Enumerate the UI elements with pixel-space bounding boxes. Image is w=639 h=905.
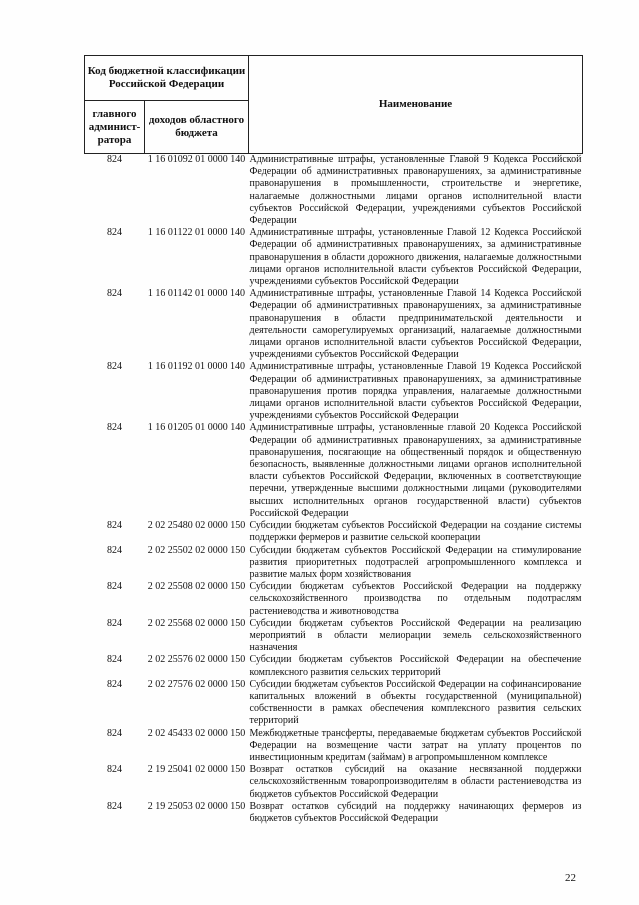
- admin-code-cell: 824: [107, 678, 122, 690]
- table-row: [85, 227, 583, 288]
- income-code-cell: 1 16 01122 01 0000 140: [147, 227, 246, 239]
- page-number: 22: [565, 872, 576, 884]
- name-cell: Субсидии бюджетам субъектов Российской Федерации на реализацию мероприятий в области мелиорации земель сельскохозяйственного назначения: [249, 617, 582, 654]
- table-row: [85, 545, 583, 582]
- table-row: [85, 654, 583, 678]
- name-cell: Административные штрафы, установленные Главой 9 Кодекса Российской Федерации об административных правонарушениях, за административные правонарушения в промышленности, строительстве и энергетике, налагаемые должностными лицами органов исполнительной власти субъектов Российской Федерации, учреждениями субъектов Российской Федерации: [249, 154, 582, 227]
- admin-code-cell: 824: [107, 361, 122, 373]
- table-row: [85, 361, 583, 422]
- admin-code-cell: 824: [107, 288, 122, 300]
- header-admin: главного админист-ратора: [85, 101, 145, 154]
- income-code-cell: 1 16 01192 01 0000 140: [147, 361, 246, 373]
- header-code-group: Код бюджетной классификации Российской Федерации: [85, 56, 249, 101]
- table-row: [85, 618, 583, 655]
- income-code-cell: 1 16 01205 01 0000 140: [147, 422, 246, 434]
- table-row: [85, 422, 583, 520]
- name-cell: Административные штрафы, установленные Главой 14 Кодекса Российской Федерации об административных правонарушениях, за административные правонарушения в области предпринимательской деятельности и деятельности саморегулируемых организаций, налагаемые должностными лицами органов исполнительной власти субъектов Российской Федерации, учреждениями субъектов Российской Федерации: [249, 288, 582, 361]
- name-cell: Субсидии бюджетам субъектов Российской Федерации на обеспечение комплексного развития сельских территорий: [249, 654, 582, 678]
- name-cell: Административные штрафы, установленные Главой 12 Кодекса Российской Федерации об административных правонарушениях, за административные правонарушения в области дорожного движения, налагаемые должностными лицами органов исполнительной власти субъектов Российской Федерации, учреждениями субъектов Российской Федерации: [249, 227, 582, 288]
- admin-code-cell: 824: [107, 544, 122, 556]
- admin-code-cell: 824: [107, 617, 122, 629]
- income-code-cell: 1 16 01092 01 0000 140: [147, 154, 246, 165]
- income-code-cell: 1 16 01142 01 0000 140: [147, 288, 246, 300]
- name-cell: Субсидии бюджетам субъектов Российской Федерации на софинансирование капитальных вложений в объекты государственной (муниципальной) собственности в рамках обеспечения комплексного развития сельских территорий: [249, 678, 582, 727]
- table-row: [85, 288, 583, 361]
- table-row: [85, 728, 583, 765]
- table-row: [85, 581, 583, 618]
- budget-classification-table: [84, 55, 583, 825]
- admin-code-cell: 824: [107, 154, 122, 165]
- income-code-cell: 2 02 25508 02 0000 150: [147, 581, 246, 593]
- header-row-top: [85, 56, 583, 101]
- name-cell: Административные штрафы, установленные главой 20 Кодекса Российской Федерации об административных правонарушениях, за административные правонарушения, посягающие на общественный порядок и общественную безопасность, выявленные должностными лицами органов исполнительной власти субъектов Российской Федерации, включенных в соответствующие перечни, утвержденные высшими должностными лицами (руководителями высших исполнительных органов государственной власти) субъектов Российской Федерации: [249, 422, 582, 519]
- name-cell: Административные штрафы, установленные Главой 19 Кодекса Российской Федерации об административных правонарушениях, за административные правонарушения против порядка управления, налагаемые должностными лицами органов исполнительной власти субъектов Российской Федерации, учреждениями субъектов Российской Федерации: [249, 361, 582, 422]
- income-code-cell: 2 02 25502 02 0000 150: [147, 544, 246, 556]
- name-cell: Субсидии бюджетам субъектов Российской Федерации на стимулирование развития приоритетных подотраслей агропромышленного комплекса и развитие малых форм хозяйствования: [249, 544, 582, 580]
- income-code-cell: 2 02 25568 02 0000 150: [147, 617, 246, 629]
- name-cell: Межбюджетные трансферты, передаваемые бюджетам субъектов Российской Федерации на возмещение части затрат на уплату процентов по инвестиционным кредитам (займам) в агропромышленном комплексе: [249, 727, 582, 763]
- name-cell: Субсидии бюджетам субъектов Российской Федерации на создание системы поддержки фермеров и развитие сельской кооперации: [249, 520, 582, 544]
- income-code-cell: 2 02 25576 02 0000 150: [147, 654, 246, 666]
- header-income: доходов областного бюджета: [145, 101, 249, 154]
- name-cell: Субсидии бюджетам субъектов Российской Федерации на поддержку сельскохозяйственного производства по отдельным подотраслям растениеводства и животноводства: [249, 581, 582, 617]
- income-code-cell: 2 19 25041 02 0000 150: [147, 764, 246, 776]
- admin-code-cell: 824: [107, 581, 122, 593]
- income-code-cell: 2 19 25053 02 0000 150: [147, 800, 246, 812]
- admin-code-cell: 824: [107, 227, 122, 239]
- income-code-cell: 2 02 45433 02 0000 150: [147, 727, 246, 739]
- table-row: [85, 764, 583, 801]
- table-row: [85, 801, 583, 825]
- admin-code-cell: 824: [107, 520, 122, 532]
- name-cell: Возврат остатков субсидий на поддержку начинающих фермеров из бюджетов субъектов Российской Федерации: [249, 800, 582, 824]
- admin-code-cell: 824: [107, 654, 122, 666]
- income-code-cell: 2 02 27576 02 0000 150: [147, 678, 246, 690]
- admin-code-cell: 824: [107, 800, 122, 812]
- admin-code-cell: 824: [107, 764, 122, 776]
- income-code-cell: 2 02 25480 02 0000 150: [147, 520, 246, 532]
- admin-code-cell: 824: [107, 727, 122, 739]
- table-row: [85, 154, 583, 228]
- name-cell: Возврат остатков субсидий на оказание несвязанной поддержки сельскохозяйственным товаропроизводителям в области растениеводства из бюджетов субъектов Российской Федерации: [249, 764, 582, 800]
- admin-code-cell: 824: [107, 422, 122, 434]
- table-row: [85, 679, 583, 728]
- header-name: Наименование: [249, 56, 583, 154]
- table-row: [85, 520, 583, 544]
- table-body: [85, 154, 583, 826]
